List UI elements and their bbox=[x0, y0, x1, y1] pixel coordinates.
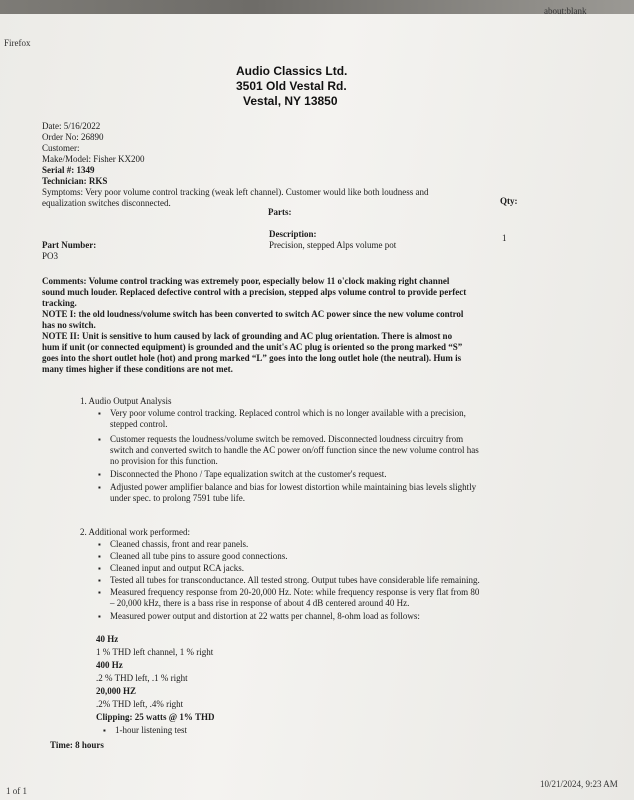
order-customer: Customer: bbox=[42, 143, 80, 153]
section-2-bullet: ▪ Measured power output and distortion at 22 watts per channel, 8-ohm load as follows: bbox=[110, 611, 580, 622]
measurement-frequency: 20,000 HZ bbox=[96, 686, 137, 696]
order-number: Order No: 26890 bbox=[42, 132, 104, 142]
measurement-frequency: 400 Hz bbox=[96, 660, 123, 670]
section-1-bullet: ▪ Customer requests the loudness/volume switch be removed. Disconnected loudness circuitry from switch and converted switch to handle the AC power on/off function since the new volume control has no provision for this function. bbox=[110, 434, 565, 467]
comments-line: hum if unit (or connected equipment) is grounded and the unit's AC plug is oriented so the prong marked “S” bbox=[42, 342, 463, 352]
order-date: Date: 5/16/2022 bbox=[42, 121, 101, 131]
app-name: Firefox bbox=[4, 38, 31, 48]
comments-line: NOTE II: Unit is sensitive to hum caused by lack of grounding and AC plug orientation. There is almost no bbox=[42, 331, 453, 341]
listening-test-bullet: ▪ 1-hour listening test bbox=[115, 725, 415, 736]
section-2-bullet: ▪ Cleaned chassis, front and rear panels. bbox=[110, 539, 580, 550]
time-spent: Time: 8 hours bbox=[50, 740, 104, 750]
section-2-bullet: ▪ Measured frequency response from 20-20,000 Hz. Note: while frequency response is very flat from 80 – 20,000 kHz, there is a bass rise in response of about 4 dB centered around 40 Hz. bbox=[110, 587, 580, 609]
section-2-heading: 2. Additional work performed: bbox=[80, 527, 190, 537]
comments-line: has no switch. bbox=[42, 320, 96, 330]
photo-top-edge bbox=[0, 0, 634, 14]
comments-line: tracking. bbox=[42, 298, 77, 308]
comments-line: goes into the short outlet hole (hot) and prong marked “L” goes into the long outlet hole (the neutral). Hum is bbox=[42, 353, 462, 363]
measurement-frequency: 40 Hz bbox=[96, 634, 119, 644]
qty-label: Qty: bbox=[500, 196, 518, 206]
qty-value: 1 bbox=[502, 233, 507, 243]
measurement-value: .2% THD left, .4% right bbox=[96, 699, 184, 709]
measurement-value: 1 % THD left channel, 1 % right bbox=[96, 647, 214, 657]
section-2-bullet: ▪ Tested all tubes for transconductance. All tested strong. Output tubes have considerable life remaining. bbox=[110, 575, 580, 586]
part-number-value: PO3 bbox=[42, 251, 59, 261]
section-1-bullet: ▪ Disconnected the Phono / Tape equalization switch at the customer's request. bbox=[110, 469, 565, 480]
measurement-value: .2 % THD left, .1 % right bbox=[96, 673, 188, 683]
order-technician: Technician: RKS bbox=[42, 176, 108, 186]
print-datetime: 10/21/2024, 9:23 AM bbox=[540, 779, 618, 789]
description-value: Precision, stepped Alps volume pot bbox=[269, 240, 397, 250]
description-label: Description: bbox=[269, 229, 317, 239]
clipping-line: Clipping: 25 watts @ 1% THD bbox=[96, 712, 215, 722]
url-text: about:blank bbox=[544, 6, 587, 16]
order-symptoms-1: Symptoms: Very poor volume control tracking (weak left channel). Customer would like both loudness and bbox=[42, 187, 429, 197]
company-city: Vestal, NY 13850 bbox=[243, 94, 338, 108]
section-1-bullet: ▪ Very poor volume control tracking. Replaced control which is no longer available with a precision, stepped control. bbox=[110, 408, 565, 430]
part-number-label: Part Number: bbox=[42, 240, 97, 250]
order-symptoms-2: equalization switches disconnected. bbox=[42, 198, 171, 208]
company-street: 3501 Old Vestal Rd. bbox=[236, 79, 347, 93]
section-1-bullet: ▪ Adjusted power amplifier balance and bias for lowest distortion while maintaining bias levels slightly under spec. to prolong 7591 tube life. bbox=[110, 482, 565, 504]
order-serial: Serial #: 1349 bbox=[42, 165, 95, 175]
comments-line: sound much louder. Replaced defective control with a precision, stepped alps volume control to provide perfect bbox=[42, 287, 467, 297]
parts-label: Parts: bbox=[268, 207, 292, 217]
section-2-bullet: ▪ Cleaned input and output RCA jacks. bbox=[110, 563, 580, 574]
comments-line: many times higher if these conditions are not met. bbox=[42, 364, 233, 374]
order-make-model: Make/Model: Fisher KX200 bbox=[42, 154, 145, 164]
section-2-bullet: ▪ Cleaned all tube pins to assure good connections. bbox=[110, 551, 580, 562]
comments-line: Comments: Volume control tracking was extremely poor, especially below 11 o'clock making right channel bbox=[42, 276, 450, 286]
section-1-heading: 1. Audio Output Analysis bbox=[80, 396, 172, 406]
company-name: Audio Classics Ltd. bbox=[236, 64, 348, 78]
comments-line: NOTE I: the old loudness/volume switch has been converted to switch AC power since the new volume control bbox=[42, 309, 464, 319]
page-indicator: 1 of 1 bbox=[6, 786, 27, 796]
